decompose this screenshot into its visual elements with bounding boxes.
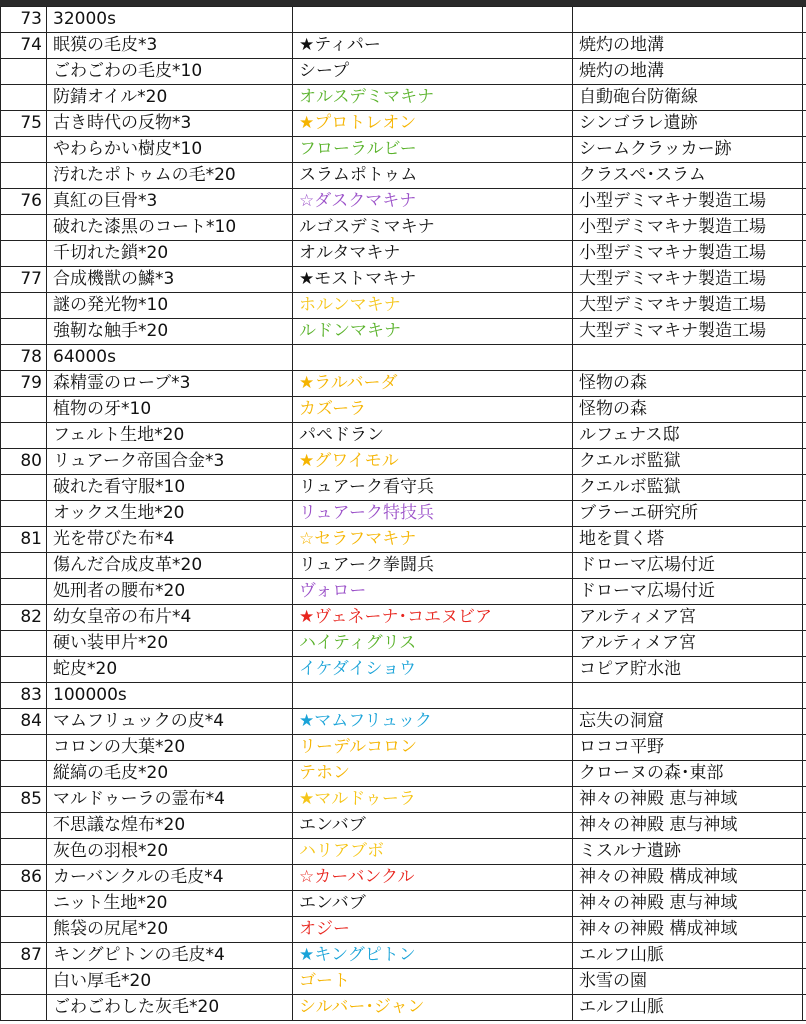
monster-cell: イケダイショウ	[293, 657, 573, 683]
table-row	[1, 449, 806, 475]
monster-cell: ★ラルバーダ	[293, 371, 573, 397]
material-cell: カーバンクルの毛皮*4	[47, 865, 293, 891]
table-row	[1, 709, 806, 735]
level-cell: 75	[1, 111, 47, 137]
material-cell: フェルト生地*20	[47, 423, 293, 449]
material-cell: 真紅の巨骨*3	[47, 189, 293, 215]
table-edge-cell	[803, 345, 806, 371]
table-row	[1, 943, 806, 969]
level-cell: 87	[1, 943, 47, 969]
table-row	[1, 501, 806, 527]
table-row	[1, 553, 806, 579]
location-cell: ミスルナ遺跡	[573, 839, 803, 865]
material-cell: 光を帯びた布*4	[47, 527, 293, 553]
material-cell: 白い厚毛*20	[47, 969, 293, 995]
level-cell	[1, 163, 47, 189]
level-cell	[1, 553, 47, 579]
table-row	[1, 787, 806, 813]
table-row	[1, 605, 806, 631]
location-cell	[573, 345, 803, 371]
table-row	[1, 579, 806, 605]
level-cell	[1, 813, 47, 839]
monster-cell: シルバー･ジャン	[293, 995, 573, 1021]
level-cell	[1, 215, 47, 241]
material-cell: ごわごわした灰毛*20	[47, 995, 293, 1021]
table-edge-cell	[803, 423, 806, 449]
location-cell: 小型デミマキナ製造工場	[573, 189, 803, 215]
table-row	[1, 137, 806, 163]
location-cell: 神々の神殿 恵与神域	[573, 787, 803, 813]
table-edge-cell	[803, 787, 806, 813]
table-edge-cell	[803, 137, 806, 163]
level-cell	[1, 969, 47, 995]
table-row	[1, 995, 806, 1021]
monster-cell: パペドラン	[293, 423, 573, 449]
table-row	[1, 267, 806, 293]
material-cell: 強靭な触手*20	[47, 319, 293, 345]
material-cell: 眠獏の毛皮*3	[47, 33, 293, 59]
table-edge-cell	[803, 189, 806, 215]
table-row	[1, 683, 806, 709]
table-edge-cell	[803, 969, 806, 995]
table-edge-cell	[803, 683, 806, 709]
material-cell: ニット生地*20	[47, 891, 293, 917]
monster-cell: ヴォロー	[293, 579, 573, 605]
table-edge-cell	[803, 527, 806, 553]
table-edge-cell	[803, 371, 806, 397]
table-edge-cell	[803, 709, 806, 735]
location-cell: クローヌの森･東部	[573, 761, 803, 787]
material-cell: やわらかい樹皮*10	[47, 137, 293, 163]
table-edge-cell	[803, 657, 806, 683]
location-cell: 大型デミマキナ製造工場	[573, 319, 803, 345]
location-cell: 焼灼の地溝	[573, 59, 803, 85]
table-row	[1, 917, 806, 943]
level-cell	[1, 397, 47, 423]
table-row	[1, 33, 806, 59]
level-cell	[1, 579, 47, 605]
monster-cell: ☆カーバンクル	[293, 865, 573, 891]
table-edge-cell	[803, 33, 806, 59]
location-cell: 大型デミマキナ製造工場	[573, 267, 803, 293]
monster-cell: テホン	[293, 761, 573, 787]
level-cell	[1, 891, 47, 917]
location-cell: エルフ山脈	[573, 943, 803, 969]
material-cell: 縦縞の毛皮*20	[47, 761, 293, 787]
material-cell: 灰色の羽根*20	[47, 839, 293, 865]
monster-cell: ★キングピトン	[293, 943, 573, 969]
monster-cell	[293, 683, 573, 709]
level-cell	[1, 761, 47, 787]
material-cell: 破れた漆黒のコート*10	[47, 215, 293, 241]
monster-cell: シープ	[293, 59, 573, 85]
level-cell: 81	[1, 527, 47, 553]
table-edge-cell	[803, 267, 806, 293]
location-cell: アルティメア宮	[573, 605, 803, 631]
table-edge-cell	[803, 917, 806, 943]
table-edge-cell	[803, 293, 806, 319]
material-cell: マムフリュックの皮*4	[47, 709, 293, 735]
material-cell: オックス生地*20	[47, 501, 293, 527]
location-cell: ドローマ広場付近	[573, 553, 803, 579]
table-edge-cell	[803, 163, 806, 189]
level-cell: 85	[1, 787, 47, 813]
monster-cell: カズーラ	[293, 397, 573, 423]
location-cell: シンゴラレ遺跡	[573, 111, 803, 137]
material-cell: 謎の発光物*10	[47, 293, 293, 319]
table-edge-cell	[803, 241, 806, 267]
location-cell: ドローマ広場付近	[573, 579, 803, 605]
table-edge-cell	[803, 501, 806, 527]
location-cell: 小型デミマキナ製造工場	[573, 215, 803, 241]
level-cell	[1, 137, 47, 163]
material-cell: 熊袋の尻尾*20	[47, 917, 293, 943]
table-edge-cell	[803, 943, 806, 969]
table-row	[1, 969, 806, 995]
monster-cell: ★プロトレオン	[293, 111, 573, 137]
table-edge-cell	[803, 475, 806, 501]
monster-cell: リュアーク特技兵	[293, 501, 573, 527]
location-cell: シームクラッカー跡	[573, 137, 803, 163]
level-cell: 86	[1, 865, 47, 891]
level-cell	[1, 293, 47, 319]
level-cell	[1, 423, 47, 449]
table-edge-cell	[803, 631, 806, 657]
monster-cell: ルゴスデミマキナ	[293, 215, 573, 241]
material-cell: 64000s	[47, 345, 293, 371]
material-cell: 植物の牙*10	[47, 397, 293, 423]
monster-cell: ★モストマキナ	[293, 267, 573, 293]
table-row	[1, 891, 806, 917]
location-cell: 地を貫く塔	[573, 527, 803, 553]
location-cell: 怪物の森	[573, 397, 803, 423]
level-cell: 76	[1, 189, 47, 215]
table-row	[1, 475, 806, 501]
level-cell	[1, 85, 47, 111]
table-edge-cell	[803, 449, 806, 475]
material-cell: 100000s	[47, 683, 293, 709]
location-cell: 神々の神殿 構成神域	[573, 865, 803, 891]
monster-cell: ★ヴェネーナ･コエヌビア	[293, 605, 573, 631]
material-cell: 古き時代の反物*3	[47, 111, 293, 137]
table-row	[1, 293, 806, 319]
monster-cell: ★マムフリュック	[293, 709, 573, 735]
location-cell: 小型デミマキナ製造工場	[573, 241, 803, 267]
table-row	[1, 59, 806, 85]
monster-cell: ホルンマキナ	[293, 293, 573, 319]
table-edge-cell	[803, 813, 806, 839]
table-edge-cell	[803, 397, 806, 423]
material-table	[0, 6, 806, 1021]
monster-cell: ☆セラフマキナ	[293, 527, 573, 553]
table-row	[1, 345, 806, 371]
level-cell	[1, 735, 47, 761]
location-cell: ブラーエ研究所	[573, 501, 803, 527]
monster-cell: オルタマキナ	[293, 241, 573, 267]
table-edge-cell	[803, 865, 806, 891]
table-row	[1, 631, 806, 657]
table-edge-cell	[803, 891, 806, 917]
level-cell: 84	[1, 709, 47, 735]
table-edge-cell	[803, 839, 806, 865]
location-cell: コピア貯水池	[573, 657, 803, 683]
location-cell: 怪物の森	[573, 371, 803, 397]
material-cell: コロンの大葉*20	[47, 735, 293, 761]
material-cell: マルドゥーラの霊布*4	[47, 787, 293, 813]
location-cell: ロココ平野	[573, 735, 803, 761]
material-cell: 合成機獣の鱗*3	[47, 267, 293, 293]
location-cell: 神々の神殿 構成神域	[573, 917, 803, 943]
location-cell: 忘失の洞窟	[573, 709, 803, 735]
table-edge-cell	[803, 735, 806, 761]
material-table-body	[1, 7, 806, 1021]
level-cell: 73	[1, 7, 47, 33]
location-cell: クエルボ監獄	[573, 449, 803, 475]
location-cell: 大型デミマキナ製造工場	[573, 293, 803, 319]
table-row	[1, 111, 806, 137]
table-edge-cell	[803, 85, 806, 111]
monster-cell	[293, 345, 573, 371]
material-cell: 破れた看守服*10	[47, 475, 293, 501]
level-cell: 80	[1, 449, 47, 475]
material-cell: 千切れた鎖*20	[47, 241, 293, 267]
material-cell: 不思議な煌布*20	[47, 813, 293, 839]
monster-cell: エンバブ	[293, 891, 573, 917]
monster-cell: ハイティグリス	[293, 631, 573, 657]
table-edge-cell	[803, 553, 806, 579]
monster-cell: リーデルコロン	[293, 735, 573, 761]
table-row	[1, 241, 806, 267]
table-edge-cell	[803, 605, 806, 631]
location-cell: 神々の神殿 恵与神域	[573, 891, 803, 917]
table-edge-cell	[803, 7, 806, 33]
location-cell: 氷雪の園	[573, 969, 803, 995]
monster-cell: ★グワイモル	[293, 449, 573, 475]
material-cell: 傷んだ合成皮革*20	[47, 553, 293, 579]
table-row	[1, 735, 806, 761]
table-edge-cell	[803, 111, 806, 137]
location-cell: 自動砲台防衛線	[573, 85, 803, 111]
monster-cell: ゴート	[293, 969, 573, 995]
location-cell: 神々の神殿 恵与神域	[573, 813, 803, 839]
level-cell: 82	[1, 605, 47, 631]
table-row	[1, 657, 806, 683]
location-cell: クラスペ･スラム	[573, 163, 803, 189]
table-edge-cell	[803, 215, 806, 241]
level-cell: 78	[1, 345, 47, 371]
monster-cell: オジー	[293, 917, 573, 943]
level-cell	[1, 917, 47, 943]
monster-cell: ☆ダスクマキナ	[293, 189, 573, 215]
table-edge-cell	[803, 761, 806, 787]
table-row	[1, 839, 806, 865]
material-cell: 蛇皮*20	[47, 657, 293, 683]
level-cell	[1, 475, 47, 501]
monster-cell: ハリアブボ	[293, 839, 573, 865]
table-row	[1, 423, 806, 449]
location-cell: ルフェナス邸	[573, 423, 803, 449]
location-cell: エルフ山脈	[573, 995, 803, 1021]
material-cell: 幼女皇帝の布片*4	[47, 605, 293, 631]
level-cell	[1, 241, 47, 267]
table-row	[1, 527, 806, 553]
table-row	[1, 397, 806, 423]
location-cell: クエルボ監獄	[573, 475, 803, 501]
level-cell	[1, 59, 47, 85]
monster-cell: ルドンマキナ	[293, 319, 573, 345]
table-edge-cell	[803, 995, 806, 1021]
location-cell: 焼灼の地溝	[573, 33, 803, 59]
level-cell: 79	[1, 371, 47, 397]
material-cell: キングピトンの毛皮*4	[47, 943, 293, 969]
material-cell: 防錆オイル*20	[47, 85, 293, 111]
monster-cell: ★マルドゥーラ	[293, 787, 573, 813]
material-cell: 硬い装甲片*20	[47, 631, 293, 657]
table-row	[1, 865, 806, 891]
table-edge-cell	[803, 579, 806, 605]
table-row	[1, 319, 806, 345]
level-cell	[1, 501, 47, 527]
level-cell: 74	[1, 33, 47, 59]
monster-cell	[293, 7, 573, 33]
table-row	[1, 163, 806, 189]
level-cell: 77	[1, 267, 47, 293]
table-row	[1, 761, 806, 787]
monster-cell: ★ティパー	[293, 33, 573, 59]
material-cell: 処刑者の腰布*20	[47, 579, 293, 605]
table-row	[1, 371, 806, 397]
material-cell: 汚れたポトゥムの毛*20	[47, 163, 293, 189]
location-cell	[573, 7, 803, 33]
level-cell	[1, 839, 47, 865]
monster-cell: リュアーク看守兵	[293, 475, 573, 501]
table-row	[1, 85, 806, 111]
material-cell: 32000s	[47, 7, 293, 33]
monster-cell: オルスデミマキナ	[293, 85, 573, 111]
level-cell: 83	[1, 683, 47, 709]
material-cell: ごわごわの毛皮*10	[47, 59, 293, 85]
level-cell	[1, 995, 47, 1021]
table-edge-cell	[803, 319, 806, 345]
material-cell: 森精霊のローブ*3	[47, 371, 293, 397]
table-row	[1, 215, 806, 241]
level-cell	[1, 657, 47, 683]
monster-cell: エンバブ	[293, 813, 573, 839]
monster-cell: リュアーク拳闘兵	[293, 553, 573, 579]
monster-cell: フローラルビー	[293, 137, 573, 163]
location-cell: アルティメア宮	[573, 631, 803, 657]
level-cell	[1, 319, 47, 345]
material-cell: リュアーク帝国合金*3	[47, 449, 293, 475]
monster-cell: スラムポトゥム	[293, 163, 573, 189]
table-row	[1, 189, 806, 215]
table-edge-cell	[803, 59, 806, 85]
level-cell	[1, 631, 47, 657]
table-row	[1, 813, 806, 839]
location-cell	[573, 683, 803, 709]
table-row	[1, 7, 806, 33]
